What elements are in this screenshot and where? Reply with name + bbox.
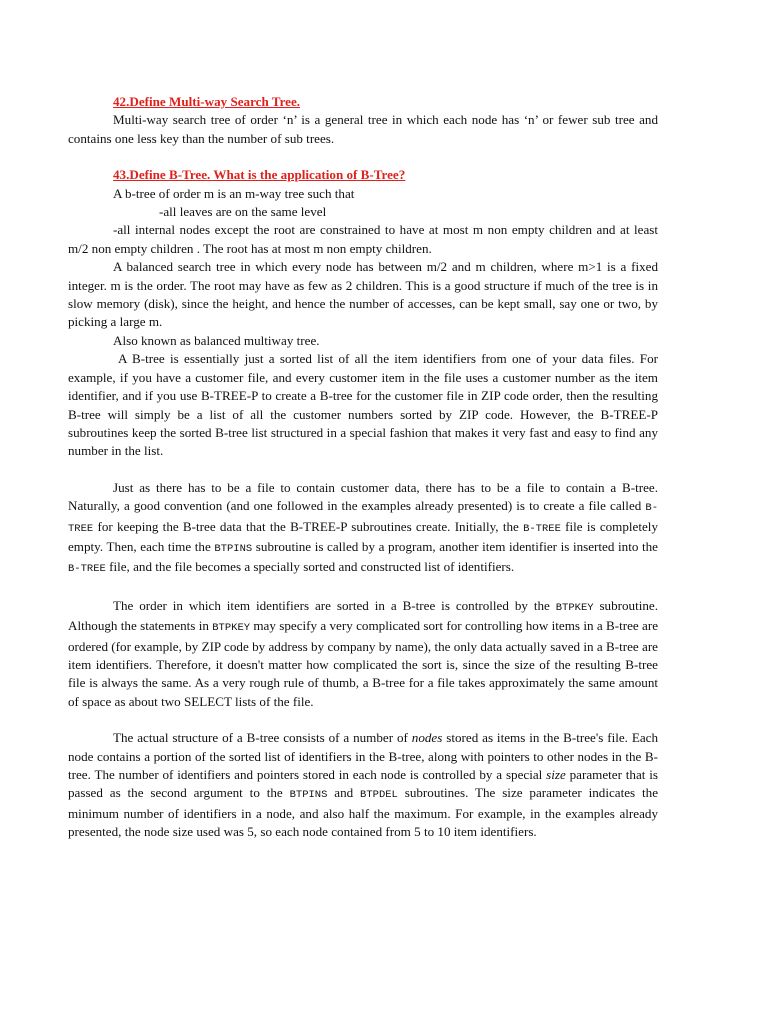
paragraph-rule-internal-nodes: -all internal nodes except the root are constrained to have at most m non empty children and at least m/2 non empty children . The root has at most m non empty children. [68,222,658,256]
emphasis-nodes: nodes [411,730,443,746]
text-run: and [327,785,361,801]
code-btree-file: B-TREE [68,502,658,535]
heading-q42: 42.Define Multi-way Search Tree. [113,94,301,109]
code-btpins: BTPINS [289,789,328,802]
text-run: The actual structure of a B-tree consists of a number of [113,730,412,746]
paragraph-btree-intro: A b-tree of order m is an m-way tree such that [113,185,355,201]
code-btree-file: B-TREE [523,522,561,535]
text-run: Just as there has to be a file to contain customer data, there has to be a file to contain a B-tree. Naturally, a good convention (and one followed in the examples already presented) is to create a file called [68,479,658,514]
paragraph-also-known-as: Also known as balanced multiway tree. [113,332,320,348]
code-btpins: BTPINS [214,542,253,555]
text-run: may specify a very complicated sort for controlling how items in a B-tree are ordered (for example, by ZIP code by address by company by name), the only data actually saved in a B-tree are item identifiers. Therefore, it doesn't matter how complicated the sort is, since the size of the resulting B-tree file is always the same. As a very rough rule of thumb, a B-tree for a file takes approximately the same amount of space as about two SELECT lists of the file. [68,618,658,709]
text-run: The order in which item identifiers are sorted in a B-tree is controlled by the [113,597,556,613]
paragraph-multiway-definition: Multi-way search tree of order ‘n’ is a general tree in which each node has ‘n’ or fewer sub tree and contains one less key than the number of sub trees. [68,112,658,146]
text-run: stored as items in the B-tree's file. Each node contains a portion of the sorted list of identifiers in the B-tree, along with pointers to other nodes in the B-tree. The number of identifiers and pointers stored in each node is controlled by a special [68,730,658,782]
document-body [68,93,658,842]
text-run: file, and the file becomes a specially sorted and constructed list of identifiers. [105,559,515,575]
paragraph-btree-file [68,479,658,579]
paragraph-btree-structure [68,729,658,841]
text-run: parameter that is passed as the second argument to the [68,767,658,801]
code-btpkey: BTPKEY [212,622,251,635]
code-btpkey: BTPKEY [555,601,594,614]
text-run: subroutines. The size parameter indicates the minimum number of identifiers in a node, and also half the maximum. For example, in the examples already presented, the node size used was 5, so each node contained from 5 to 10 item identifiers. [68,785,659,840]
paragraph-sort-order [68,597,658,711]
emphasis-size: size [546,767,566,782]
text-run: for keeping the B-tree data that the B-TREE-P subroutines create. Initially, the [93,518,524,534]
text-run: subroutine is called by a program, another item identifier is inserted into the [252,538,658,554]
text-run: file is completely empty. Then, each time the [68,518,658,554]
paragraph-sorted-list: A B-tree is essentially just a sorted list of all the item identifiers from one of your data files. For example, if you have a customer file, and every customer item in the file uses a customer number as the item identifier, and if you use B-TREE-P to create a B-tree for the customer file in ZIP code order, then the resulting B-tree will simply be a list of all the customer numbers sorted by ZIP code. However, the B-TREE-P subroutines keep the sorted B-tree list structured in a special fashion that makes it very fast and easy to find any number in the list. [68,351,658,459]
text-run: subroutine. Although the statements in [68,597,659,634]
code-btpdel: BTPDEL [360,789,398,802]
code-btree-file: B-TREE [68,563,106,576]
paragraph-rule-leaves: -all leaves are on the same level [159,204,327,220]
paragraph-balanced-search-tree: A balanced search tree in which every node has between m/2 and m children, where m>1 is a fixed integer. m is the order. The root may have as few as 2 children. This is a good structure if much of the tree is in slow memory (disk), since the height, and hence the number of accesses, can be kept small, say one or two, by picking a large m. [68,259,658,330]
heading-q43: 43.Define B-Tree. What is the application of B-Tree? [113,167,406,183]
